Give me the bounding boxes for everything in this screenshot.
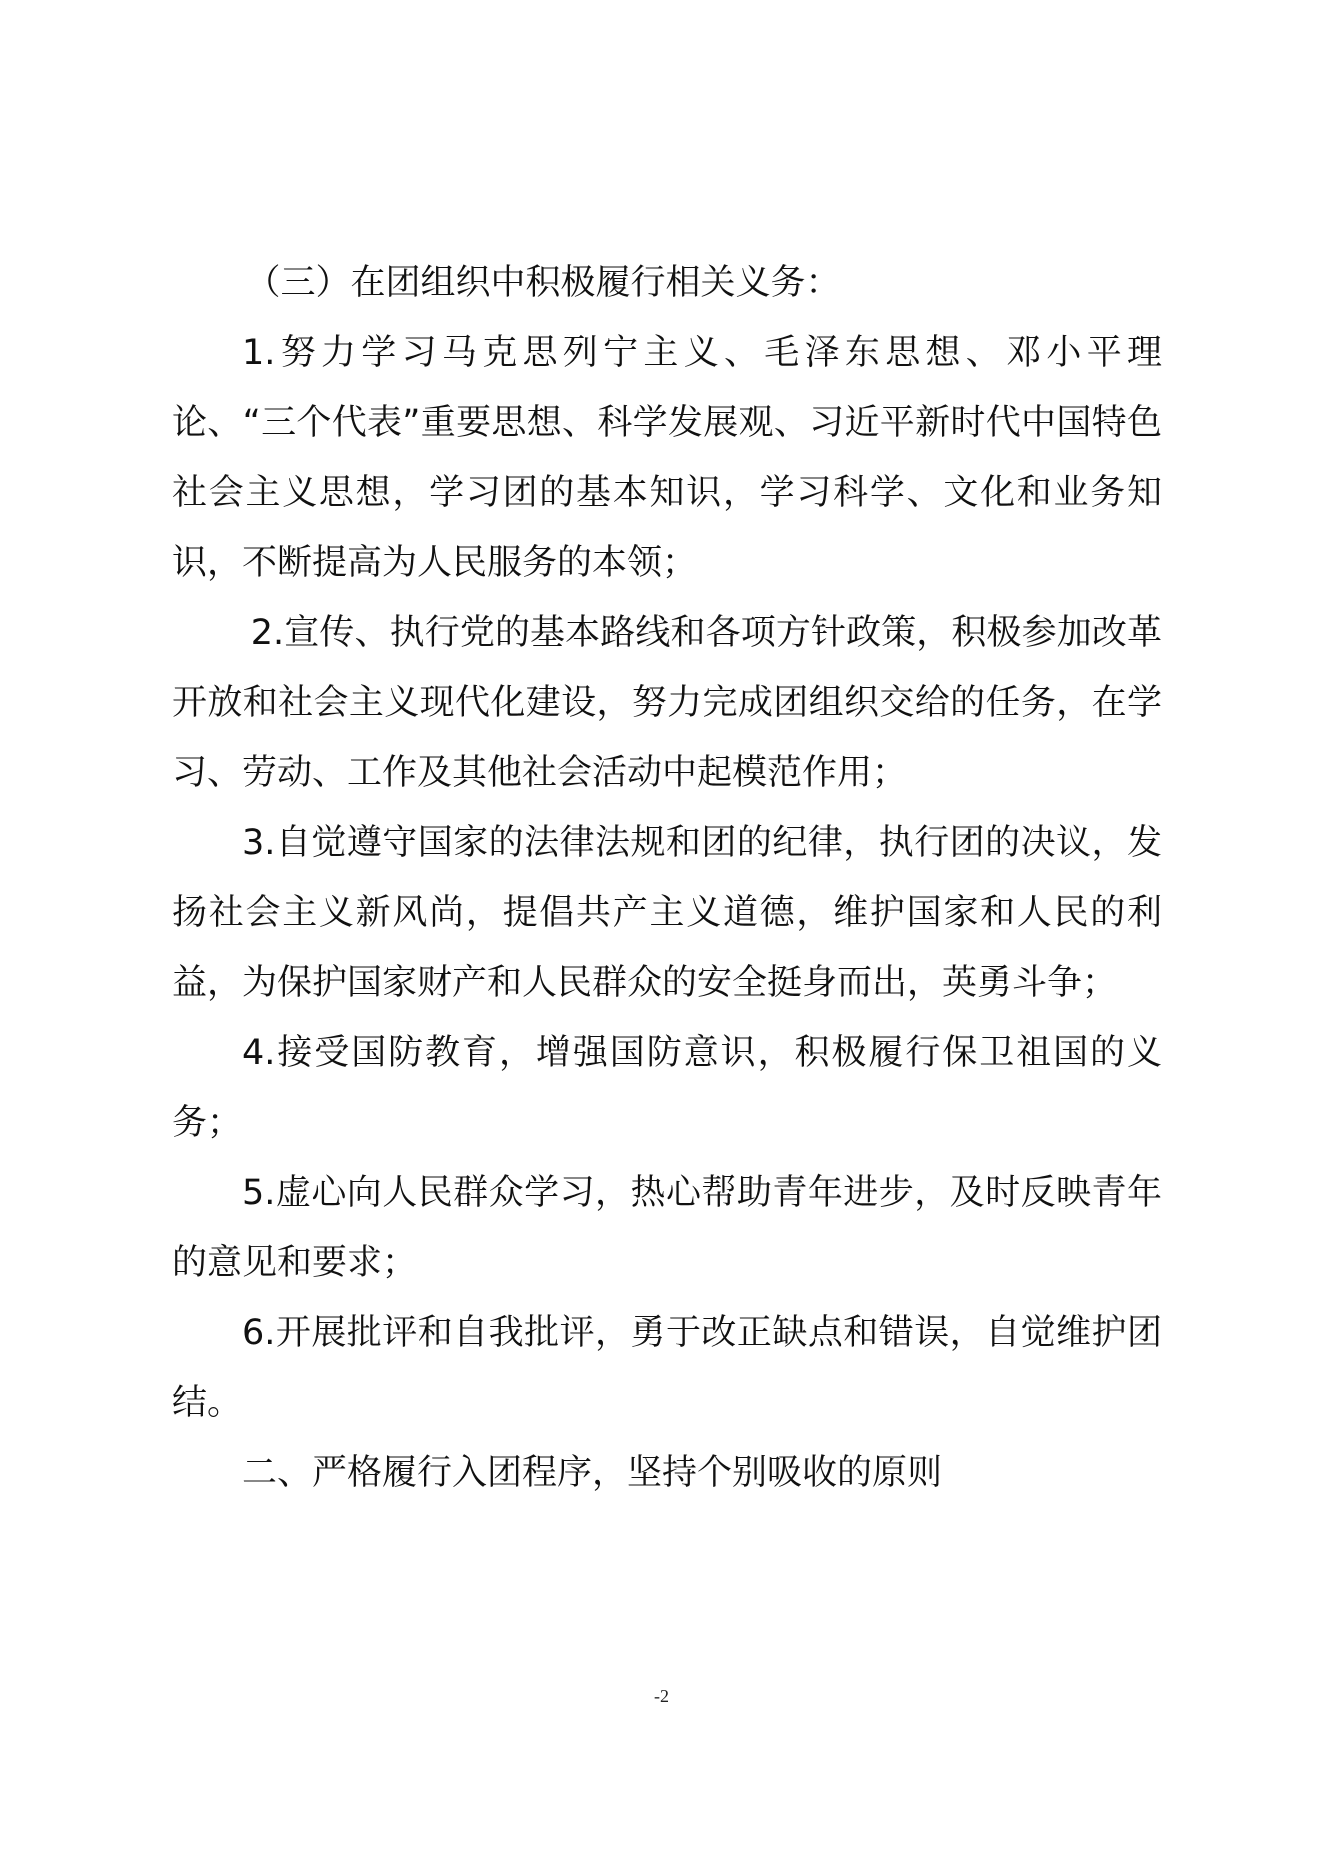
obligation-item-4: 4.接受国防教育，增强国防意识，积极履行保卫祖国的义务； — [172, 1033, 1162, 1143]
obligation-item-3: 3.自觉遵守国家的法律法规和团的纪律，执行团的决议，发扬社会主义新风尚，提倡共产主义道德，维护国家和人民的利益，为保护国家财产和人民群众的安全挺身而出，英勇斗争； — [172, 823, 1162, 1003]
obligation-item-1: 1.努力学习马克思列宁主义、毛泽东思想、邓小平理论、“三个代表”重要思想、科学发展观、习近平新时代中国特色社会主义思想，学习团的基本知识，学习科学、文化和业务知识，不断提高为人民服务的本领； — [172, 333, 1162, 583]
obligation-item-2: 2.宣传、执行党的基本路线和各项方针政策，积极参加改革开放和社会主义现代化建设，努力完成团组织交给的任务，在学习、劳动、工作及其他社会活动中起模范作用； — [172, 613, 1162, 793]
section-heading: 二、严格履行入团程序，坚持个别吸收的原则 — [242, 1453, 943, 1493]
subsection-heading: （三）在团组织中积极履行相关义务： — [245, 263, 841, 303]
document-body — [172, 248, 1162, 1508]
obligation-item-6: 6.开展批评和自我批评，勇于改正缺点和错误，自觉维护团结。 — [172, 1313, 1162, 1423]
page-number: -2 — [654, 1686, 669, 1706]
obligation-item-5: 5.虚心向人民群众学习，热心帮助青年进步，及时反映青年的意见和要求； — [172, 1173, 1162, 1283]
